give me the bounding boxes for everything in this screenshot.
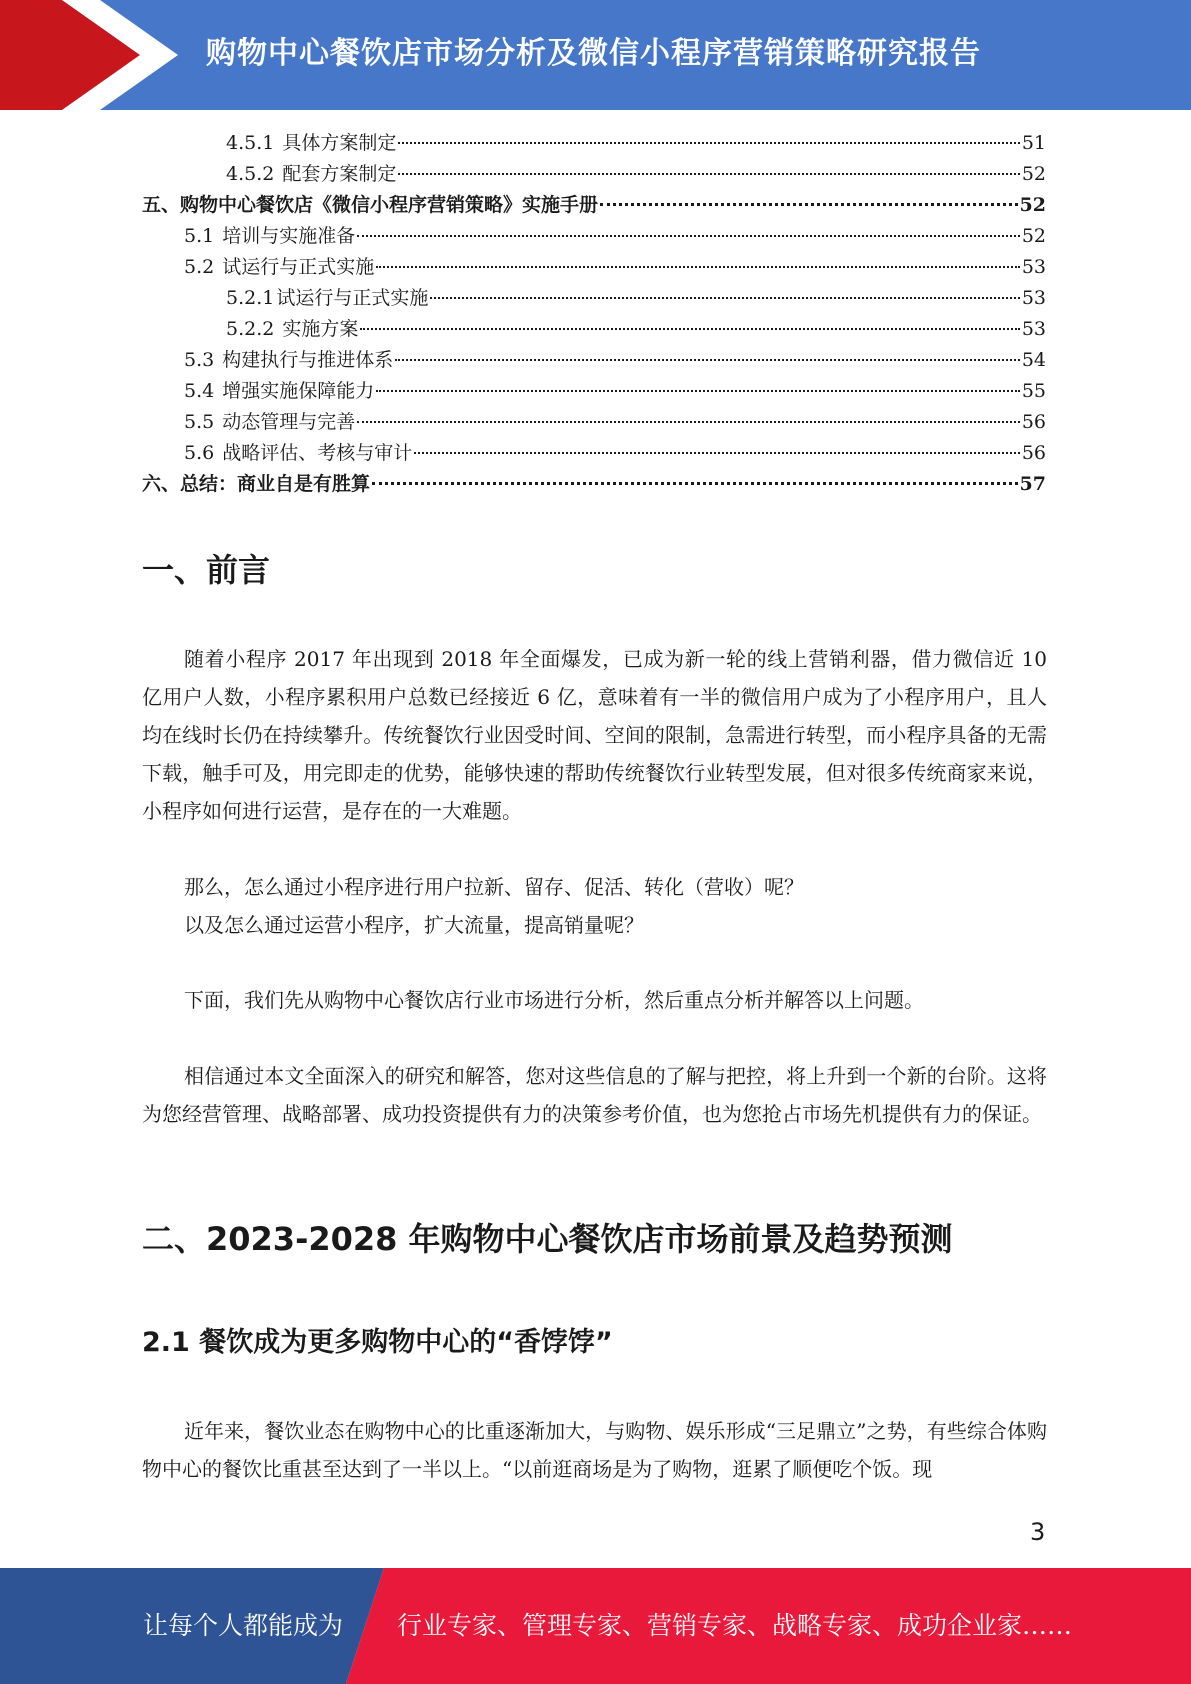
toc-entry-page: 57 [1019,473,1046,495]
body-question: 那么，怎么通过小程序进行用户拉新、留存、促活、转化（营收）呢？ [184,875,804,899]
toc-entry-number: 5.1 [184,225,215,247]
toc-entry-page: 56 [1021,411,1046,433]
toc-entry-chapter[interactable] [142,469,1046,500]
toc-leader-dots [360,328,1019,330]
toc-entry[interactable] [184,407,1046,438]
toc-entry[interactable] [184,345,1046,376]
toc-entry-label: 五、购物中心餐饮店《微信小程序营销策略》实施手册 [142,194,599,216]
toc-entry-label: 六、总结：商业自是有胜算 [142,473,371,495]
body-paragraph: 相信通过本文全面深入的研究和解答，您对这些信息的了解与把控，将上升到一个新的台阶。这将为您经营管理、战略部署、成功投资提供有力的决策参考价值，也为您抢占市场先机提供有力的保证。 [142,1064,1047,1126]
section-heading-preface: 一、前言 [142,551,271,589]
toc-entry-label: 实施方案 [282,318,359,340]
toc-leader-dots [372,482,1018,485]
toc-leader-dots [376,390,1020,392]
toc-entry[interactable] [184,221,1046,252]
toc-entry-label: 动态管理与完善 [222,411,356,433]
toc-entry-number: 5.2.1 [226,287,275,309]
toc-leader-dots [357,421,1020,423]
toc-entry-page: 52 [1021,225,1046,247]
toc-entry-number: 5.2 [184,256,215,278]
report-title: 购物中心餐饮店市场分析及微信小程序营销策略研究报告 [206,36,981,71]
toc-entry-number: 5.5 [184,411,215,433]
toc-entry-page: 54 [1021,349,1046,371]
section-heading-market-outlook: 二、2023-2028 年购物中心餐饮店市场前景及趋势预测 [142,1220,953,1258]
toc-leader-dots [414,452,1020,454]
toc-entry-page: 51 [1021,132,1046,154]
toc-leader-dots [376,266,1020,268]
toc-entry-page: 53 [1021,287,1046,309]
toc-entry-number: 4.5.1 [226,132,275,154]
toc-entry[interactable] [184,252,1046,283]
toc-leader-dots [357,235,1020,237]
toc-entry-label: 具体方案制定 [282,132,397,154]
toc-entry-number: 5.2.2 [226,318,275,340]
toc-entry-chapter[interactable] [142,190,1046,221]
toc-entry-page: 53 [1021,318,1046,340]
toc-entry-number: 5.3 [184,349,215,371]
toc-entry[interactable] [184,376,1046,407]
toc-leader-dots [398,142,1019,144]
toc-entry-page: 52 [1019,194,1046,216]
toc-entry-label: 试运行与正式实施 [276,287,429,309]
toc-entry-label: 构建执行与推进体系 [222,349,394,371]
toc-entry[interactable] [226,159,1046,190]
footer-slogan-left: 让每个人都能成为 [143,1611,344,1640]
toc-entry-number: 4.5.2 [226,163,275,185]
body-paragraph: 随着小程序 2017 年出现到 2018 年全面爆发，已成为新一轮的线上营销利器，借力微信近 10 亿用户人数，小程序累积用户总数已经接近 6 亿，意味着有一半的微信用户成为了小程序用户，且人均在线时长仍在持续攀升。传统餐饮行业因受时间、空间的限制，急需进行转型，而小程序具备的无需下载，触手可及，用完即走的优势，能够快速的帮助传统餐饮行业转型发展，但对很多传统商家来说，小程序如何进行运营，是存在的一大难题。 [142,647,1047,823]
toc-entry[interactable] [226,283,1046,314]
toc-entry-page: 55 [1021,380,1046,402]
toc-leader-dots [398,173,1019,175]
toc-entry[interactable] [226,314,1046,345]
toc-entry-label: 增强实施保障能力 [222,380,375,402]
toc-entry-label: 培训与实施准备 [222,225,356,247]
toc-leader-dots [395,359,1020,361]
toc-entry-label: 试运行与正式实施 [222,256,375,278]
subsection-heading: 2.1 餐饮成为更多购物中心的“香饽饽” [142,1327,613,1358]
toc-entry-label: 战略评估、考核与审计 [222,442,413,464]
toc-entry-number: 5.6 [184,442,215,464]
page-footer [0,1568,1191,1684]
toc-leader-dots [430,297,1019,299]
toc-entry[interactable] [184,438,1046,469]
toc-entry-number: 5.4 [184,380,215,402]
body-paragraph: 近年来，餐饮业态在购物中心的比重逐渐加大，与购物、娱乐形成“三足鼎立”之势，有些综合体购物中心的餐饮比重甚至达到了一半以上。“以前逛商场是为了购物，逛累了顺便吃个饭。现 [142,1419,1047,1481]
body-paragraph: 下面，我们先从购物中心餐饮店行业市场进行分析，然后重点分析并解答以上问题。 [184,988,924,1012]
page-header [0,0,1191,110]
toc-entry-page: 52 [1021,163,1046,185]
toc-leader-dots [600,203,1018,206]
toc-entry-page: 53 [1021,256,1046,278]
body-question: 以及怎么通过运营小程序，扩大流量，提高销量呢？ [184,913,644,937]
toc-entry-page: 56 [1021,442,1046,464]
toc-entry[interactable] [226,128,1046,159]
toc-entry-label: 配套方案制定 [282,163,397,185]
page-number: 3 [1030,1518,1046,1546]
footer-slogan-right: 行业专家、管理专家、营销专家、战略专家、成功企业家…… [397,1611,1073,1640]
